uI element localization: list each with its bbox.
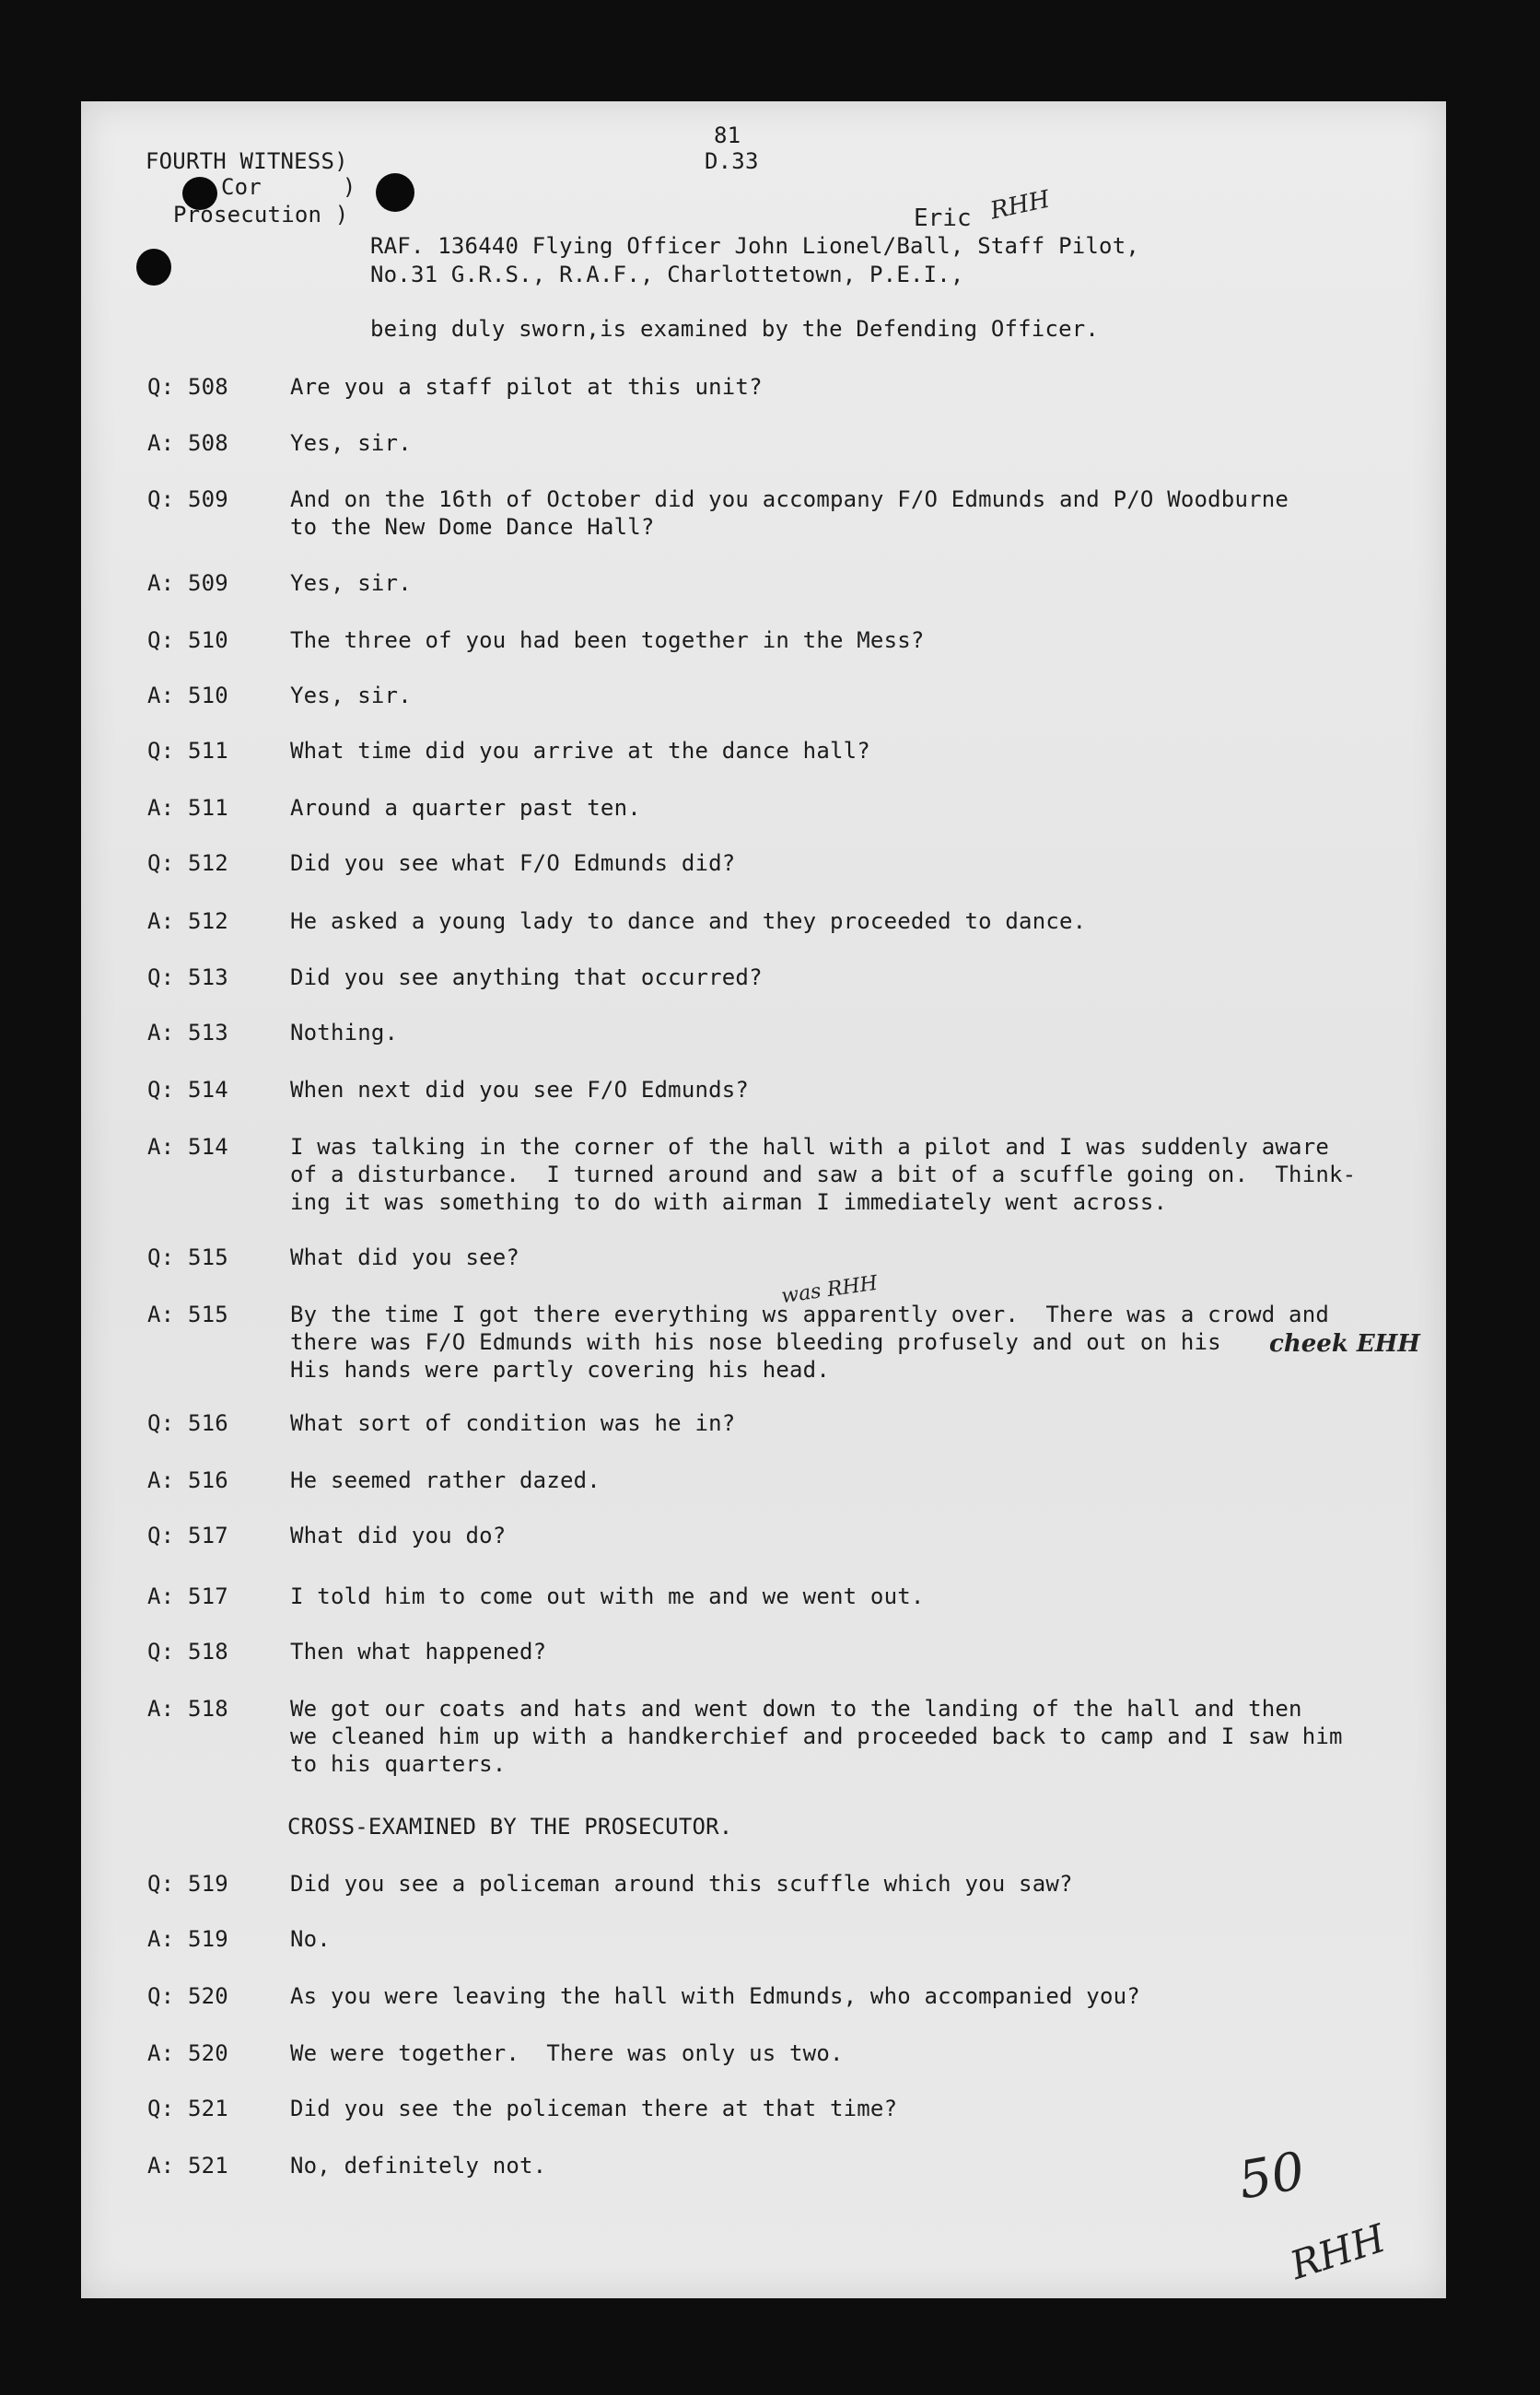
entry-label: Q: 521: [147, 2096, 228, 2121]
question-text: [290, 373, 763, 401]
text-line: He asked a young lady to dance and they proceeded to dance.: [290, 908, 1087, 934]
answer-text: [290, 794, 641, 822]
text-line: Did you see a policeman around this scuffle which you saw?: [290, 1871, 1073, 1897]
question-text: [290, 1409, 735, 1437]
text-line: When next did you see F/O Edmunds?: [290, 1077, 750, 1103]
witness-details: No.31 G.R.S., R.A.F., Charlottetown, P.E.I.,: [370, 262, 964, 287]
entry-label: A: 517: [147, 1583, 228, 1609]
handwritten-page-mark: 50: [1233, 2141, 1310, 2212]
page-number: 81: [714, 123, 741, 148]
entry-label: Q: 515: [147, 1244, 228, 1270]
text-line: His hands were partly covering his head.: [290, 1357, 830, 1383]
answer-text: [290, 1019, 398, 1046]
text-line: to his quarters.: [290, 1751, 507, 1777]
answer-text: [290, 1301, 1329, 1384]
cross-examination-heading: CROSS-EXAMINED BY THE PROSECUTOR.: [287, 1814, 733, 1840]
text-line: I was talking in the corner of the hall with a pilot and I was suddenly aware: [290, 1134, 1329, 1160]
entry-label: A: 520: [147, 2040, 228, 2066]
text-line: What did you see?: [290, 1244, 520, 1270]
handwritten-eric: Eric: [914, 204, 972, 232]
text-line: I told him to come out with me and we went out.: [290, 1583, 925, 1609]
entry-label: Q: 511: [147, 738, 228, 764]
text-line: Then what happened?: [290, 1639, 547, 1665]
question-text: [290, 737, 870, 765]
answer-text: [290, 1466, 601, 1494]
text-line: we cleaned him up with a handkerchief and proceeded back to camp and I saw him: [290, 1723, 1343, 1749]
text-line: Did you see the policeman there at that time?: [290, 2096, 898, 2121]
text-line: We got our coats and hats and went down to the landing of the hall and then: [290, 1696, 1302, 1722]
question-text: [290, 1638, 546, 1665]
answer-text: [290, 2039, 844, 2067]
text-line: No, definitely not.: [290, 2153, 547, 2179]
entry-label: A: 510: [147, 683, 228, 708]
entry-label: A: 515: [147, 1302, 228, 1327]
entry-label: A: 513: [147, 1020, 228, 1046]
entry-label: Q: 517: [147, 1523, 228, 1548]
answer-text: [290, 429, 412, 457]
text-line: What time did you arrive at the dance hall?: [290, 738, 870, 764]
handwritten-initials: RHH: [987, 185, 1053, 226]
question-text: [290, 1522, 506, 1549]
text-line: No.: [290, 1926, 331, 1952]
entry-label: A: 511: [147, 795, 228, 821]
entry-label: Q: 513: [147, 964, 228, 990]
question-text: [290, 2095, 897, 2122]
text-line: Did you see anything that occurred?: [290, 964, 763, 990]
handwritten-correction: was RHH: [779, 1271, 880, 1309]
witness-label: Cor ): [221, 174, 356, 200]
text-line: Did you see what F/O Edmunds did?: [290, 850, 736, 876]
witness-label: FOURTH WITNESS): [146, 148, 348, 174]
sworn-statement: being duly sworn,is examined by the Defending Officer.: [370, 316, 1100, 342]
text-line: Yes, sir.: [290, 430, 412, 456]
entry-label: Q: 510: [147, 627, 228, 653]
text-line: Around a quarter past ten.: [290, 795, 641, 821]
answer-text: [290, 907, 1086, 935]
text-line: What sort of condition was he in?: [290, 1410, 736, 1436]
text-line: Nothing.: [290, 1020, 399, 1046]
entry-label: A: 516: [147, 1467, 228, 1493]
text-line: We were together. There was only us two.: [290, 2040, 844, 2066]
question-text: [290, 485, 1289, 541]
question-text: [290, 1870, 1073, 1898]
answer-text: [290, 1925, 331, 1953]
text-line: As you were leaving the hall with Edmunds, who accompanied you?: [290, 1983, 1140, 2009]
text-line: there was F/O Edmunds with his nose bleeding profusely and out on his: [290, 1329, 1221, 1355]
handwritten-signature: RHH: [1284, 2214, 1391, 2289]
question-text: [290, 1076, 749, 1104]
document-code: D.33: [705, 148, 759, 174]
answer-text: [290, 2152, 546, 2179]
handwritten-correction: cheek EHH: [1269, 1330, 1420, 1358]
entry-label: A: 508: [147, 430, 228, 456]
answer-text: [290, 1133, 1356, 1216]
entry-label: Q: 514: [147, 1077, 228, 1103]
answer-text: [290, 682, 412, 709]
ink-blot: [136, 249, 171, 286]
entry-label: Q: 516: [147, 1410, 228, 1436]
entry-label: A: 512: [147, 908, 228, 934]
text-line: What did you do?: [290, 1523, 507, 1548]
text-line: of a disturbance. I turned around and saw a bit of a scuffle going on. Think-: [290, 1162, 1357, 1187]
question-text: [290, 1982, 1140, 2010]
entry-label: Q: 512: [147, 850, 228, 876]
entry-label: Q: 520: [147, 1983, 228, 2009]
question-text: [290, 626, 925, 654]
entry-label: A: 509: [147, 570, 228, 596]
entry-label: A: 519: [147, 1926, 228, 1952]
question-text: [290, 849, 735, 877]
entry-label: A: 514: [147, 1134, 228, 1160]
entry-label: Q: 508: [147, 374, 228, 400]
question-text: [290, 964, 763, 991]
answer-text: [290, 569, 412, 597]
text-line: Are you a staff pilot at this unit?: [290, 374, 763, 400]
entry-label: A: 518: [147, 1696, 228, 1722]
question-text: [290, 1244, 519, 1271]
text-line: ing it was something to do with airman I immediately went across.: [290, 1189, 1168, 1215]
entry-label: Q: 509: [147, 486, 228, 512]
text-line: And on the 16th of October did you accompany F/O Edmunds and P/O Woodburne: [290, 486, 1289, 512]
entry-label: A: 521: [147, 2153, 228, 2179]
text-line: He seemed rather dazed.: [290, 1467, 601, 1493]
text-line: By the time I got there everything ws apparently over. There was a crowd and: [290, 1302, 1329, 1327]
text-line: Yes, sir.: [290, 683, 412, 708]
witness-details: RAF. 136440 Flying Officer John Lionel/Ball, Staff Pilot,: [370, 233, 1140, 259]
entry-label: Q: 519: [147, 1871, 228, 1897]
text-line: to the New Dome Dance Hall?: [290, 514, 655, 540]
entry-label: Q: 518: [147, 1639, 228, 1665]
answer-text: [290, 1583, 925, 1610]
witness-label: Prosecution ): [173, 202, 349, 228]
text-line: The three of you had been together in the Mess?: [290, 627, 925, 653]
text-line: Yes, sir.: [290, 570, 412, 596]
ink-blot: [376, 173, 414, 212]
answer-text: [290, 1695, 1343, 1778]
